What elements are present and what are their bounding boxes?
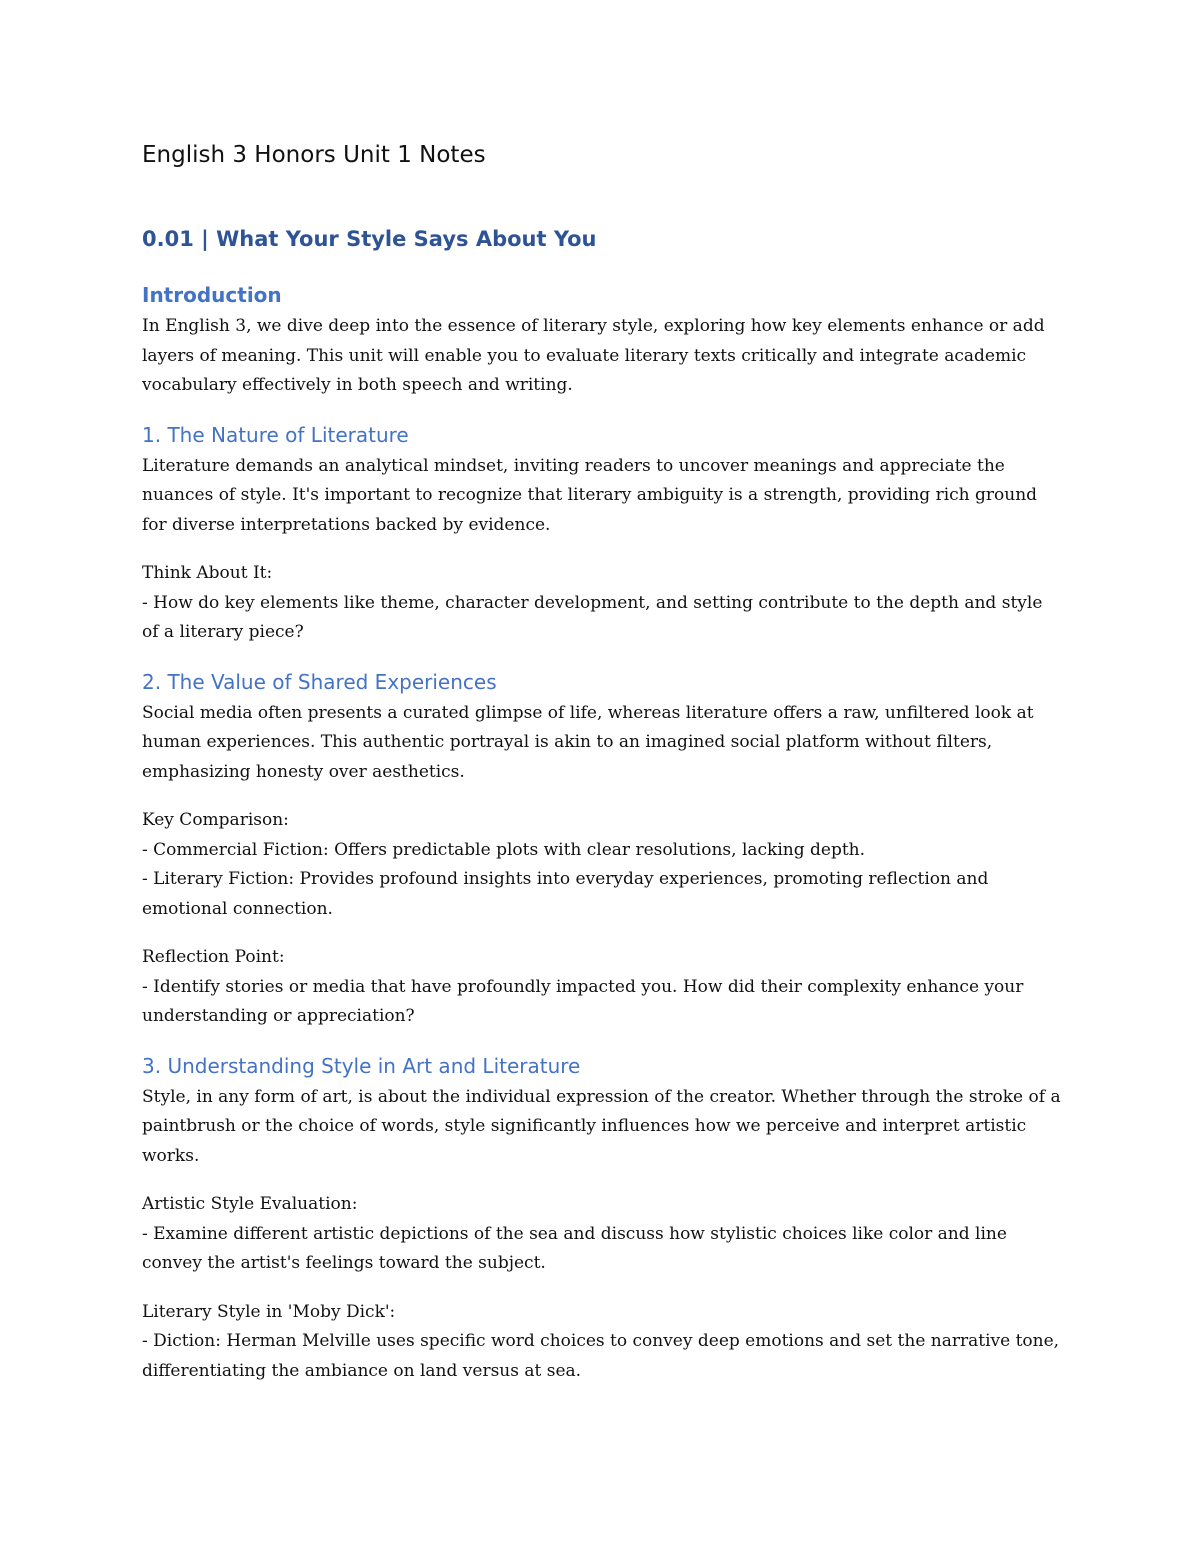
section-heading: 3. Understanding Style in Art and Literature bbox=[142, 1053, 581, 1078]
block-label: Key Comparison: bbox=[142, 810, 289, 830]
section-style-in-art bbox=[142, 1051, 1062, 1387]
document-page bbox=[142, 138, 1062, 1405]
section-shared-experiences bbox=[142, 667, 1062, 1032]
think-about-it-block bbox=[142, 559, 1062, 648]
reflection-point-block bbox=[142, 943, 1062, 1032]
section-paragraph: Style, in any form of art, is about the individual expression of the creator. Whether through the stroke of a paintbrush or the choice of words, style significantly influences how we perceive and interpret artistic works. bbox=[142, 1086, 1061, 1166]
block-item: - Literary Fiction: Provides profound insights into everyday experiences, promoting reflection and emotional connection. bbox=[142, 869, 989, 919]
section-paragraph: Literature demands an analytical mindset, inviting readers to uncover meanings and appreciate the nuances of style. It's important to recognize that literary ambiguity is a strength, providing rich ground for diverse interpretations backed by evidence. bbox=[142, 455, 1038, 535]
section-heading: 2. The Value of Shared Experiences bbox=[142, 669, 497, 694]
block-item: - Identify stories or media that have profoundly impacted you. How did their complexity enhance your understanding or appreciation? bbox=[142, 976, 1024, 1026]
block-label: Think About It: bbox=[142, 563, 273, 583]
section-heading: Introduction bbox=[142, 283, 282, 307]
block-item: - Examine different artistic depictions of the sea and discuss how stylistic choices like color and line convey the artist's feelings toward the subject. bbox=[142, 1223, 1007, 1273]
key-comparison-block bbox=[142, 806, 1062, 924]
block-item: - Diction: Herman Melville uses specific word choices to convey deep emotions and set the narrative tone, differentiating the ambiance on land versus at sea. bbox=[142, 1331, 1060, 1381]
lesson-heading: 0.01 | What Your Style Says About You bbox=[142, 227, 597, 251]
document-title: English 3 Honors Unit 1 Notes bbox=[142, 142, 486, 168]
block-item: - Commercial Fiction: Offers predictable plots with clear resolutions, lacking depth. bbox=[142, 839, 866, 860]
block-item: - How do key elements like theme, character development, and setting contribute to the depth and style of a literary piece? bbox=[142, 592, 1043, 642]
block-label: Reflection Point: bbox=[142, 947, 285, 967]
section-paragraph: In English 3, we dive deep into the essence of literary style, exploring how key elements enhance or add layers of meaning. This unit will enable you to evaluate literary texts critically and integrate academic vocabulary effectively in both speech and writing. bbox=[142, 316, 1045, 395]
section-nature-of-literature bbox=[142, 420, 1062, 648]
artistic-style-block bbox=[142, 1190, 1062, 1279]
section-paragraph: Social media often presents a curated glimpse of life, whereas literature offers a raw, unfiltered look at human experiences. This authentic portrayal is akin to an imagined social platform without filters, emphasizing honesty over aesthetics. bbox=[142, 702, 1034, 782]
section-heading: 1. The Nature of Literature bbox=[142, 422, 409, 447]
block-label: Artistic Style Evaluation: bbox=[142, 1194, 358, 1214]
moby-dick-style-block bbox=[142, 1298, 1062, 1387]
section-introduction bbox=[142, 280, 1062, 401]
block-label: Literary Style in 'Moby Dick': bbox=[142, 1301, 396, 1322]
